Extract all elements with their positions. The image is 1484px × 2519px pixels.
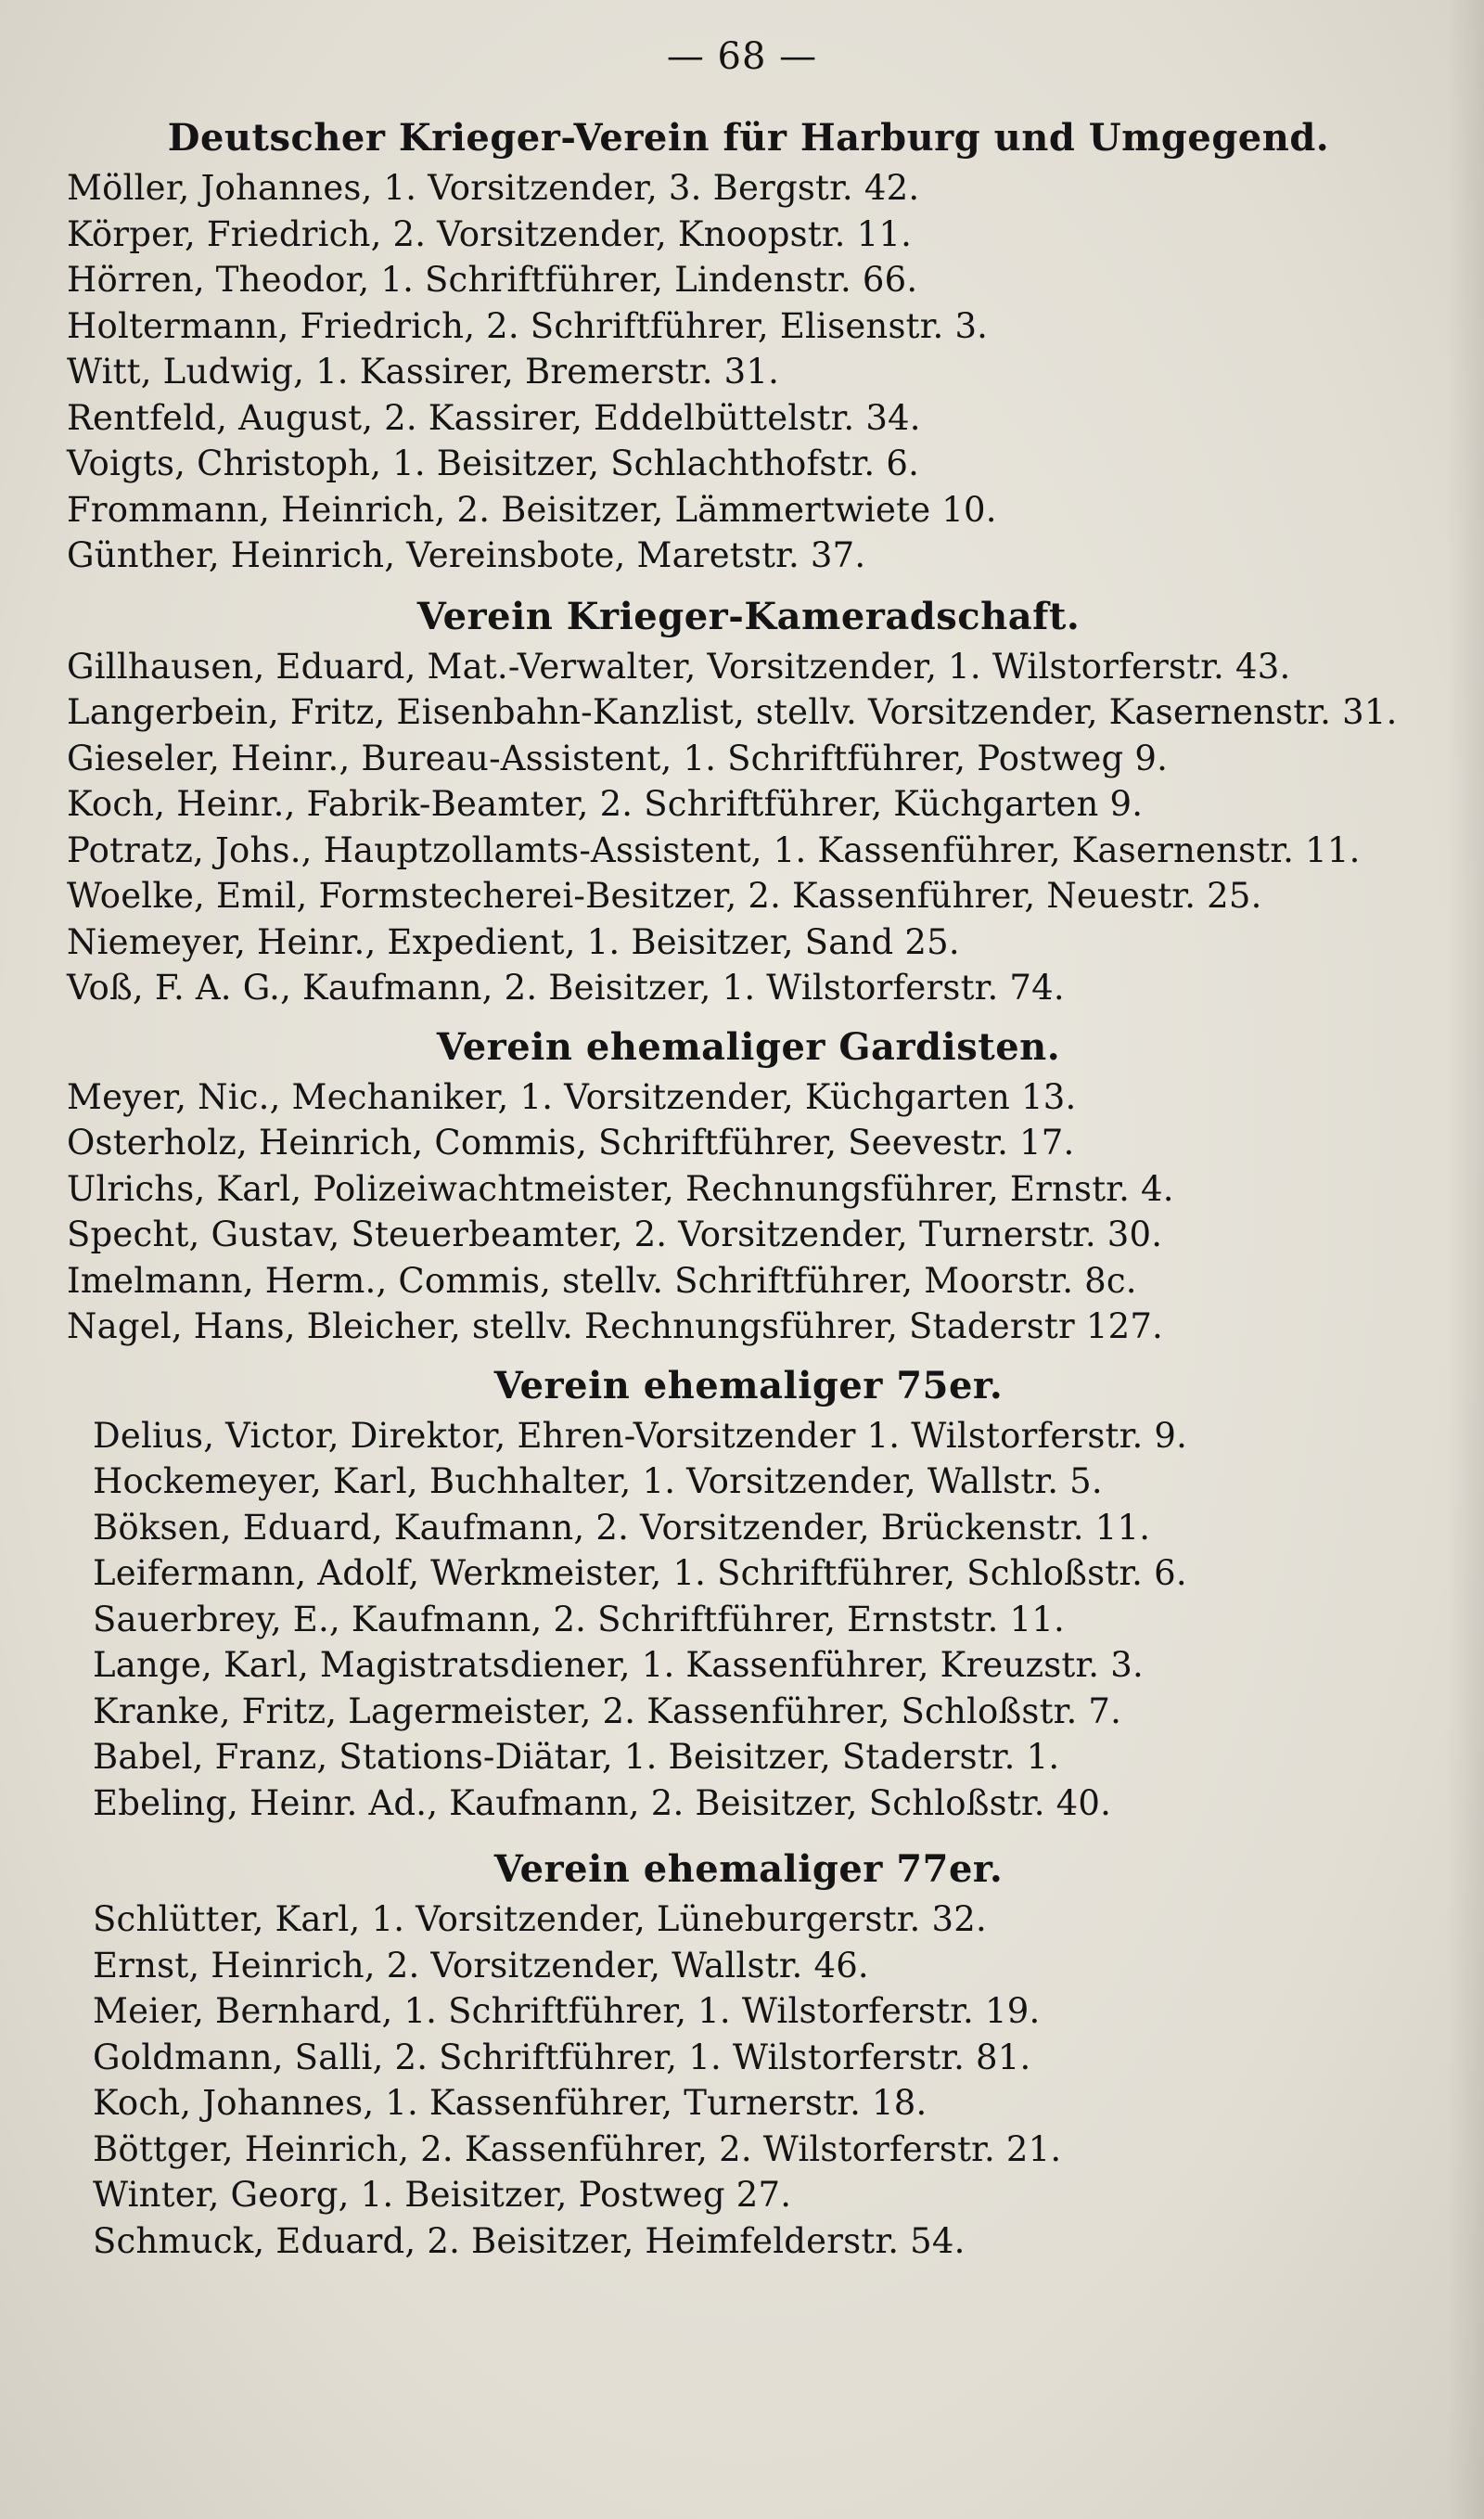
list-item: Imelmann, Herm., Commis, stellv. Schriftführer, Moorstr. 8c. bbox=[67, 1260, 1137, 1301]
page-number: — 68 — bbox=[666, 35, 818, 78]
section-krieger-verein-harburg bbox=[67, 111, 1430, 579]
list-item: Böksen, Eduard, Kaufmann, 2. Vorsitzender, Brückenstr. 11. bbox=[93, 1507, 1151, 1548]
list-item: Schmuck, Eduard, 2. Beisitzer, Heimfelderstr. 54. bbox=[93, 2220, 966, 2261]
section-ehemalige-77er bbox=[67, 1843, 1430, 2264]
list-item: Hörren, Theodor, 1. Schriftführer, Lindenstr. 66. bbox=[67, 260, 918, 300]
list-item: Voigts, Christoph, 1. Beisitzer, Schlachthofstr. 6. bbox=[67, 443, 920, 483]
list-item: Rentfeld, August, 2. Kassirer, Eddelbüttelstr. 34. bbox=[67, 397, 921, 438]
list-item: Möller, Johannes, 1. Vorsitzender, 3. Bergstr. 42. bbox=[67, 168, 920, 208]
list-item: Böttger, Heinrich, 2. Kassenführer, 2. Wilstorferstr. 21. bbox=[93, 2128, 1062, 2169]
section-heading: Verein Krieger-Kameradschaft. bbox=[416, 594, 1081, 638]
list-item: Schlütter, Karl, 1. Vorsitzender, Lüneburgerstr. 32. bbox=[93, 1899, 987, 1939]
list-item: Koch, Johannes, 1. Kassenführer, Turnerstr. 18. bbox=[93, 2083, 928, 2123]
list-item: Gieseler, Heinr., Bureau-Assistent, 1. Schriftführer, Postweg 9. bbox=[67, 738, 1169, 778]
list-item: Niemeyer, Heinr., Expedient, 1. Beisitzer, Sand 25. bbox=[67, 921, 960, 962]
list-item: Nagel, Hans, Bleicher, stellv. Rechnungsführer, Staderstr 127. bbox=[67, 1306, 1164, 1346]
list-item: Sauerbrey, E., Kaufmann, 2. Schriftführer, Ernststr. 11. bbox=[93, 1599, 1065, 1639]
list-item: Ebeling, Heinr. Ad., Kaufmann, 2. Beisitzer, Schloßstr. 40. bbox=[93, 1782, 1112, 1823]
section-ehemalige-gardisten bbox=[67, 1021, 1430, 1350]
section-ehemalige-75er bbox=[67, 1359, 1430, 1827]
list-item: Babel, Franz, Stations-Diätar, 1. Beisitzer, Staderstr. 1. bbox=[93, 1737, 1060, 1777]
directory-content bbox=[67, 111, 1430, 2264]
page-edge-shadow bbox=[1447, 0, 1484, 2519]
section-heading: Verein ehemaliger 77er. bbox=[493, 1847, 1004, 1891]
list-item: Hockemeyer, Karl, Buchhalter, 1. Vorsitzender, Wallstr. 5. bbox=[93, 1461, 1103, 1501]
list-item: Meier, Bernhard, 1. Schriftführer, 1. Wilstorferstr. 19. bbox=[93, 1991, 1041, 2031]
list-item: Langerbein, Fritz, Eisenbahn-Kanzlist, stellv. Vorsitzender, Kasernenstr. 31. bbox=[67, 692, 1398, 732]
list-item: Goldmann, Salli, 2. Schriftführer, 1. Wilstorferstr. 81. bbox=[93, 2037, 1031, 2077]
list-item: Delius, Victor, Direktor, Ehren-Vorsitzender 1. Wilstorferstr. 9. bbox=[93, 1415, 1188, 1456]
list-item: Voß, F. A. G., Kaufmann, 2. Beisitzer, 1. Wilstorferstr. 74. bbox=[67, 968, 1065, 1008]
section-heading: Verein ehemaliger 75er. bbox=[493, 1363, 1004, 1407]
list-item: Osterholz, Heinrich, Commis, Schriftführer, Seevestr. 17. bbox=[67, 1123, 1075, 1163]
list-item: Frommann, Heinrich, 2. Beisitzer, Lämmertwiete 10. bbox=[67, 489, 997, 530]
list-item: Woelke, Emil, Formstecherei-Besitzer, 2. Kassenführer, Neuestr. 25. bbox=[67, 876, 1262, 916]
list-item: Potratz, Johs., Hauptzollamts-Assistent, 1. Kassenführer, Kasernenstr. 11. bbox=[67, 829, 1361, 870]
list-item: Winter, Georg, 1. Beisitzer, Postweg 27. bbox=[93, 2175, 792, 2215]
list-item: Witt, Ludwig, 1. Kassirer, Bremerstr. 31. bbox=[67, 352, 780, 392]
list-item: Körper, Friedrich, 2. Vorsitzender, Knoopstr. 11. bbox=[67, 213, 913, 254]
list-item: Meyer, Nic., Mechaniker, 1. Vorsitzender, Küchgarten 13. bbox=[67, 1076, 1077, 1117]
list-item: Koch, Heinr., Fabrik-Beamter, 2. Schriftführer, Küchgarten 9. bbox=[67, 784, 1144, 824]
list-item: Specht, Gustav, Steuerbeamter, 2. Vorsitzender, Turnerstr. 30. bbox=[67, 1215, 1163, 1254]
section-heading: Deutscher Krieger-Verein für Harburg und Umgegend. bbox=[167, 116, 1330, 160]
list-item: Lange, Karl, Magistratsdiener, 1. Kassenführer, Kreuzstr. 3. bbox=[93, 1645, 1144, 1685]
list-item: Günther, Heinrich, Vereinsbote, Maretstr. 37. bbox=[67, 535, 866, 575]
list-item: Holtermann, Friedrich, 2. Schriftführer, Elisenstr. 3. bbox=[67, 305, 989, 346]
section-heading: Verein ehemaliger Gardisten. bbox=[436, 1024, 1061, 1069]
list-item: Leifermann, Adolf, Werkmeister, 1. Schriftführer, Schloßstr. 6. bbox=[93, 1553, 1187, 1593]
section-krieger-kameradschaft bbox=[67, 590, 1430, 1011]
list-item: Ernst, Heinrich, 2. Vorsitzender, Wallstr. 46. bbox=[93, 1945, 869, 1986]
list-item: Kranke, Fritz, Lagermeister, 2. Kassenführer, Schloßstr. 7. bbox=[93, 1690, 1122, 1731]
list-item: Ulrichs, Karl, Polizeiwachtmeister, Rechnungsführer, Ernstr. 4. bbox=[67, 1168, 1174, 1209]
list-item: Gillhausen, Eduard, Mat.-Verwalter, Vorsitzender, 1. Wilstorferstr. 43. bbox=[67, 646, 1291, 687]
